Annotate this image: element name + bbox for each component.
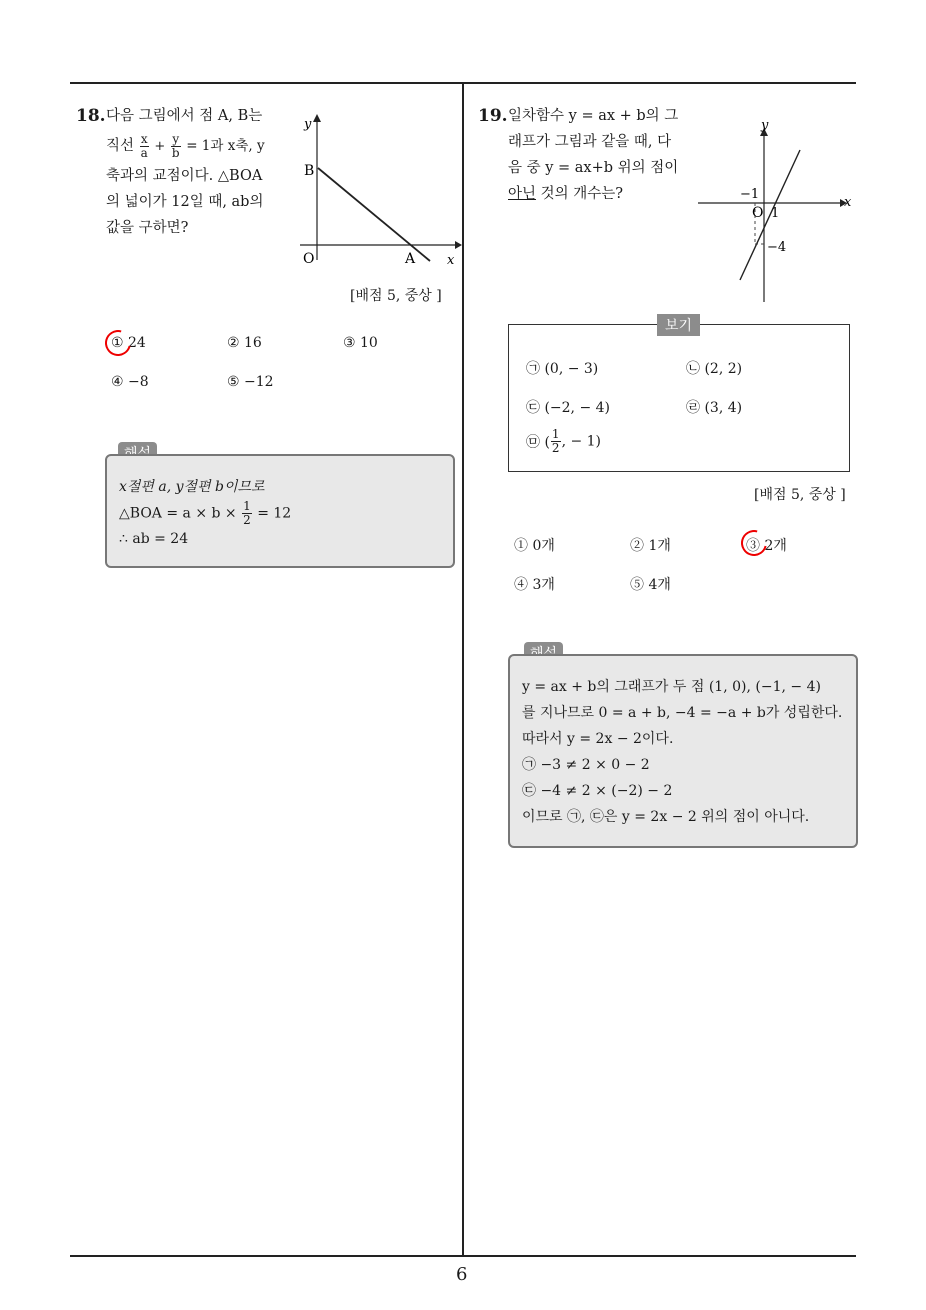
q18-choice-3[interactable]: ③ 10	[343, 335, 378, 351]
q18-line-graph	[318, 168, 430, 261]
q19-text	[508, 103, 688, 207]
q19-x-label: x	[844, 195, 852, 210]
q18-number: 18.	[76, 106, 106, 126]
q19-solution-line3: 따라서 y = 2x − 2이다.	[522, 731, 674, 747]
q18-line4: 의 넓이가 12일 때, ab의	[106, 194, 264, 210]
q18-line1: 다음 그림에서 점 A, B는	[106, 108, 263, 124]
q19-bogi-item-4: ㉣ (3, 4)	[686, 400, 743, 416]
q18-choice-1[interactable]: ① 24	[111, 335, 146, 351]
q18-frac-x-over-a: $\frac{x}{a}$	[140, 131, 148, 160]
q19-solution-line2: 를 지나므로 0 = a + b, −4 = −a + b가 성립한다.	[522, 705, 843, 721]
q19-tick-neg4: −4	[767, 240, 787, 255]
q18-point-a-label: A	[405, 251, 416, 267]
q19-line3: 음 중 y = ax+b 위의 점이	[508, 160, 679, 176]
q19-bogi-item-1: ㉠ (0, − 3)	[526, 361, 599, 377]
q19-not-underlined: 아닌	[508, 186, 537, 202]
q19-bogi-item-3: ㉢ (−2, − 4)	[526, 400, 610, 416]
q19-tick-neg1: −1	[740, 187, 760, 202]
q19-line-graph	[740, 150, 800, 280]
bottom-rule	[70, 1255, 856, 1257]
q19-tick-1: 1	[771, 206, 780, 221]
q18-choice-5[interactable]: ⑤ −12	[227, 374, 274, 390]
q18-text	[106, 103, 278, 241]
q19-solution-line6: 이므로 ㉠, ㉢은 y = 2x − 2 위의 점이 아니다.	[522, 809, 810, 825]
q18-line2: 직선 $\frac{x}{a}$ + $\frac{y}{b}$ = 1과 x축, y	[106, 131, 265, 160]
q19-graph	[694, 112, 864, 307]
q19-bogi-item-2: ㉡ (2, 2)	[686, 361, 743, 377]
q19-choice-3[interactable]: ③ 2개	[746, 538, 787, 554]
q18-solution-box	[105, 454, 455, 568]
q19-solution-line4: ㉠ −3 ≠ 2 × 0 − 2	[522, 757, 650, 773]
q18-solution-line2: △BOA = a × b × $\frac{1}{2}$ = 12	[119, 499, 292, 527]
q19-choice-5[interactable]: ⑤ 4개	[630, 577, 671, 593]
q19-line1: 일차함수 y = ax + b의 그	[508, 108, 679, 124]
q19-bogi-frac: $\frac{1}{2}$	[551, 427, 560, 455]
q19-score: [배점 5, 중상 ]	[754, 487, 846, 503]
q19-solution-line1: y = ax + b의 그래프가 두 점 (1, 0), (−1, − 4)	[522, 679, 821, 695]
q19-answer-circle	[736, 525, 772, 561]
q19-choice-1[interactable]: ① 0개	[514, 538, 555, 554]
q18-choice-2[interactable]: ② 16	[227, 335, 262, 351]
q18-y-label: y	[304, 117, 312, 132]
q18-x-label: x	[447, 253, 455, 268]
q18-answer-circle	[100, 325, 136, 361]
q19-choice-4[interactable]: ④ 3개	[514, 577, 555, 593]
q19-number: 19.	[478, 106, 508, 126]
q18-point-b-label: B	[304, 163, 315, 179]
q19-bogi-tag: 보기	[657, 314, 700, 336]
q19-bogi-item-5: ㉤ ( $\frac{1}{2}$ , − 1)	[526, 427, 602, 455]
q18-origin-label: O	[303, 251, 315, 267]
q18-graph	[290, 110, 465, 270]
q18-solution-line3: ∴ ab = 24	[119, 531, 189, 547]
q18-frac-y-over-b: $\frac{y}{b}$	[171, 131, 180, 160]
page-number: 6	[456, 1264, 468, 1285]
q18-line5: 값을 구하면?	[106, 220, 189, 236]
q19-solution-box	[508, 654, 858, 848]
q18-solution-line1: x절편 a, y절편 b이므로	[119, 479, 265, 495]
q18-line3: 축과의 교점이다. △BOA	[106, 168, 263, 184]
q18-score: [배점 5, 중상 ]	[350, 288, 442, 304]
q19-origin-label: O	[752, 205, 764, 221]
q19-line2: 래프가 그림과 같을 때, 다	[508, 134, 672, 150]
q19-y-label: y	[761, 118, 769, 133]
q19-choice-2[interactable]: ② 1개	[630, 538, 671, 554]
q19-line4: 아닌 것의 개수는?	[508, 186, 624, 202]
q18-choice-4[interactable]: ④ −8	[111, 374, 149, 390]
q18-solution-frac: $\frac{1}{2}$	[243, 499, 251, 527]
q19-solution-line5: ㉢ −4 ≠ 2 × (−2) − 2	[522, 783, 673, 799]
